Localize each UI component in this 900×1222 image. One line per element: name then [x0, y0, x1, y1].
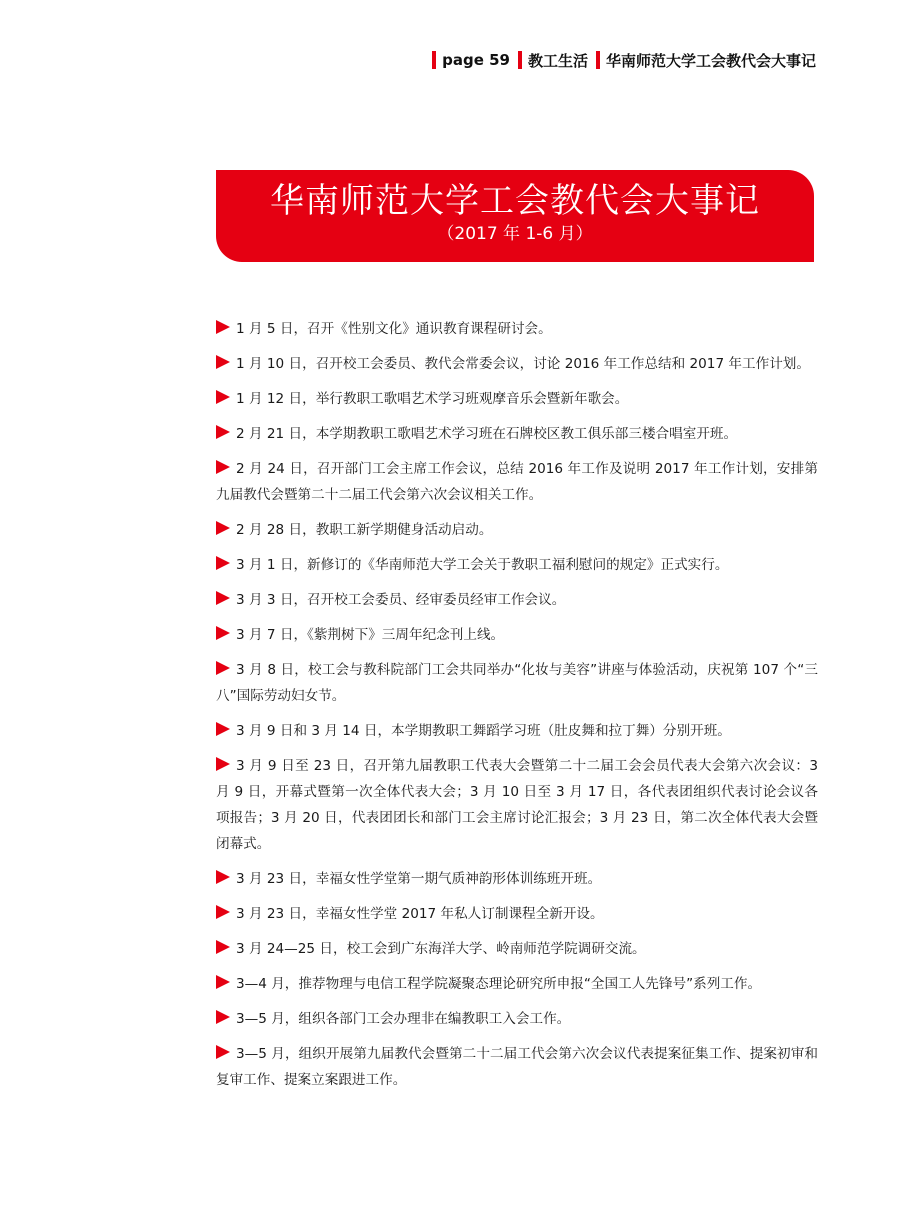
red-triangle-arrow-icon	[216, 556, 230, 570]
list-item	[216, 316, 818, 342]
event-text: 1 月 12 日，举行教职工歌唱艺术学习班观摩音乐会暨新年歌会。	[236, 391, 629, 407]
event-text: 3—5 月，组织各部门工会办理非在编教职工入会工作。	[236, 1011, 571, 1027]
red-triangle-arrow-icon	[216, 905, 230, 919]
list-item	[216, 657, 818, 709]
red-triangle-arrow-icon	[216, 460, 230, 474]
red-triangle-arrow-icon	[216, 975, 230, 989]
list-item	[216, 622, 818, 648]
list-item	[216, 866, 818, 892]
title-banner	[216, 170, 814, 262]
header-separator-icon	[518, 51, 522, 69]
red-triangle-arrow-icon	[216, 320, 230, 334]
list-item	[216, 351, 818, 377]
red-triangle-arrow-icon	[216, 1010, 230, 1024]
red-triangle-arrow-icon	[216, 757, 230, 771]
list-item	[216, 552, 818, 578]
event-text: 1 月 10 日，召开校工会委员、教代会常委会议，讨论 2016 年工作总结和 2017 年工作计划。	[236, 356, 810, 372]
list-item	[216, 386, 818, 412]
page-subtitle: （2017 年 1-6 月）	[437, 224, 593, 244]
event-text: 1 月 5 日，召开《性别文化》通识教育课程研讨会。	[236, 321, 552, 337]
event-text: 3 月 9 日和 3 月 14 日，本学期教职工舞蹈学习班（肚皮舞和拉丁舞）分别开班。	[236, 723, 731, 739]
list-item	[216, 1006, 818, 1032]
section-name: 教工生活	[527, 51, 588, 70]
red-triangle-arrow-icon	[216, 390, 230, 404]
event-text: 3 月 9 日至 23 日，召开第九届教职工代表大会暨第二十二届工会会员代表大会第六次会议：3 月 9 日，开幕式暨第一次全体代表大会；3 月 10 日至 3 月 17 日，各代表团组织代表讨论会议各项报告；3 月 20 日，代表团团长和部门工会主席讨论汇报会；3 月 23 日，第二次全体代表大会暨闭幕式。	[216, 758, 818, 852]
red-triangle-arrow-icon	[216, 591, 230, 605]
event-text: 3—4 月，推荐物理与电信工程学院凝聚态理论研究所申报“全国工人先锋号”系列工作。	[236, 976, 762, 992]
event-text: 3 月 7 日，《紫荆树下》三周年纪念刊上线。	[236, 627, 505, 643]
header-separator-icon	[596, 51, 600, 69]
red-triangle-arrow-icon	[216, 425, 230, 439]
red-triangle-arrow-icon	[216, 870, 230, 884]
list-item	[216, 753, 818, 857]
list-item	[216, 936, 818, 962]
list-item	[216, 971, 818, 997]
header-separator-icon	[432, 51, 436, 69]
event-text: 3 月 8 日，校工会与教科院部门工会共同举办“化妆与美容”讲座与体验活动，庆祝第 107 个“三八”国际劳动妇女节。	[216, 662, 818, 704]
event-text: 3 月 23 日，幸福女性学堂第一期气质神韵形体训练班开班。	[236, 871, 602, 887]
red-triangle-arrow-icon	[216, 661, 230, 675]
list-item	[216, 421, 818, 447]
event-text: 3—5 月，组织开展第九届教代会暨第二十二届工代会第六次会议代表提案征集工作、提案初审和复审工作、提案立案跟进工作。	[216, 1046, 818, 1088]
page-number: page 59	[442, 51, 510, 69]
event-text: 3 月 24—25 日，校工会到广东海洋大学、岭南师范学院调研交流。	[236, 941, 646, 957]
event-text: 3 月 23 日，幸福女性学堂 2017 年私人订制课程全新开设。	[236, 906, 604, 922]
event-text: 2 月 24 日，召开部门工会主席工作会议，总结 2016 年工作及说明 2017 年工作计划，安排第九届教代会暨第二十二届工代会第六次会议相关工作。	[216, 461, 818, 503]
list-item	[216, 456, 818, 508]
red-triangle-arrow-icon	[216, 355, 230, 369]
list-item	[216, 1041, 818, 1093]
article-name: 华南师范大学工会教代会大事记	[605, 51, 816, 70]
list-item	[216, 718, 818, 744]
page-title: 华南师范大学工会教代会大事记	[270, 181, 760, 221]
list-item	[216, 517, 818, 543]
list-item	[216, 587, 818, 613]
event-text: 3 月 3 日，召开校工会委员、经审委员经审工作会议。	[236, 592, 566, 608]
event-list	[216, 316, 818, 1102]
red-triangle-arrow-icon	[216, 1045, 230, 1059]
red-triangle-arrow-icon	[216, 626, 230, 640]
red-triangle-arrow-icon	[216, 940, 230, 954]
event-text: 3 月 1 日，新修订的《华南师范大学工会关于教职工福利慰问的规定》正式实行。	[236, 557, 729, 573]
list-item	[216, 901, 818, 927]
event-text: 2 月 28 日，教职工新学期健身活动启动。	[236, 522, 493, 538]
running-header	[432, 48, 816, 72]
red-triangle-arrow-icon	[216, 521, 230, 535]
event-text: 2 月 21 日，本学期教职工歌唱艺术学习班在石牌校区教工俱乐部三楼合唱室开班。	[236, 426, 738, 442]
red-triangle-arrow-icon	[216, 722, 230, 736]
